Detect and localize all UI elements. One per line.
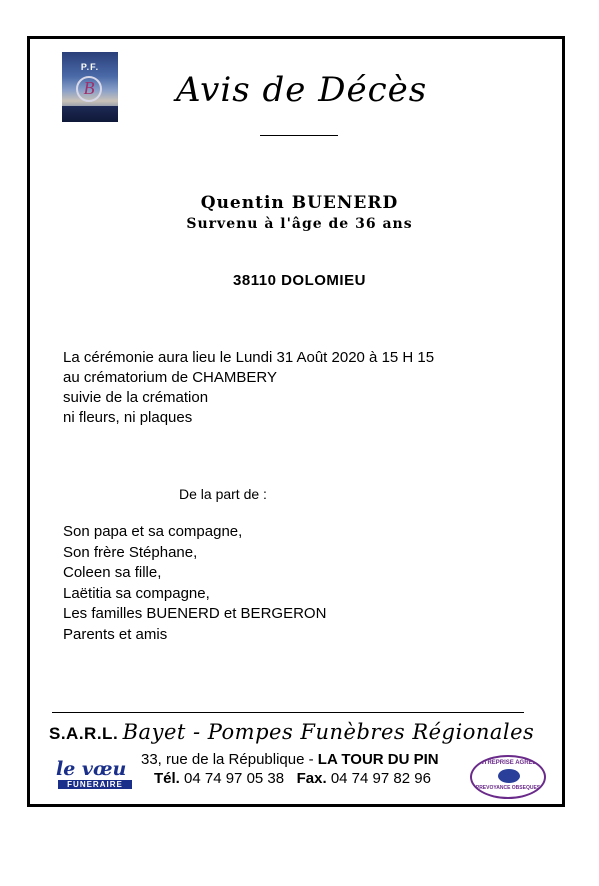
family-line: Laëtitia sa compagne, (63, 584, 210, 602)
address-street: 33, rue de la République - (141, 751, 318, 768)
company-address (141, 751, 439, 768)
family-line: Parents et amis (63, 625, 168, 643)
ceremony-line: suivie de la crémation (63, 389, 209, 406)
badge-emblem (498, 769, 520, 783)
family-line: Son papa et sa compagne, (63, 523, 243, 540)
voeu-logo-sub: FUNERAIRE (58, 780, 132, 789)
ceremony-line: La cérémonie aura lieu le Lundi 31 Août 2020 à 15 H 15 (63, 349, 435, 366)
family-list (63, 522, 326, 645)
deceased-age: Survenu à l'âge de 36 ans (186, 216, 413, 232)
tel-number: 04 74 97 05 38 (184, 770, 285, 787)
company-name (49, 720, 534, 744)
deceased-place: 38110 DOLOMIEU (233, 272, 366, 289)
from-label: De la part de : (179, 486, 267, 502)
ceremony-details (63, 348, 434, 428)
address-city: LA TOUR DU PIN (317, 751, 439, 768)
company-title: Bayet - Pompes Funèbres Régionales (122, 720, 535, 744)
company-prefix: S.A.R.L. (49, 724, 119, 743)
tel-label: Tél. (154, 770, 180, 787)
family-line: Coleen sa fille, (63, 564, 162, 581)
footer-divider (52, 712, 524, 713)
title-divider (260, 135, 338, 136)
badge-bottom-text: PREVOYANCE OBSEQUES (475, 785, 541, 791)
logo-initial: B (83, 78, 95, 98)
family-line: Son frère Stéphane, (63, 543, 198, 561)
approved-company-badge-icon (470, 755, 546, 799)
ceremony-line: au crématorium de CHAMBERY (63, 369, 277, 386)
fax-number: 04 74 97 82 96 (330, 770, 431, 787)
logo-sea (62, 106, 118, 122)
fax-label: Fax. (296, 770, 327, 787)
page-title: Avis de Décès (176, 70, 428, 110)
le-voeu-funeraire-logo (52, 758, 136, 796)
family-line: Les familles BUENERD et BERGERON (63, 605, 327, 622)
badge-top-text: ENTREPRISE AGRÉÉE (475, 760, 541, 766)
voeu-logo-text: le vœu (56, 758, 127, 780)
pf-b-logo (62, 52, 118, 122)
company-phones (154, 770, 431, 787)
logo-letters: P.F. (80, 62, 100, 72)
ceremony-line: ni fleurs, ni plaques (63, 409, 193, 426)
deceased-name: Quentin BUENERD (200, 193, 399, 213)
